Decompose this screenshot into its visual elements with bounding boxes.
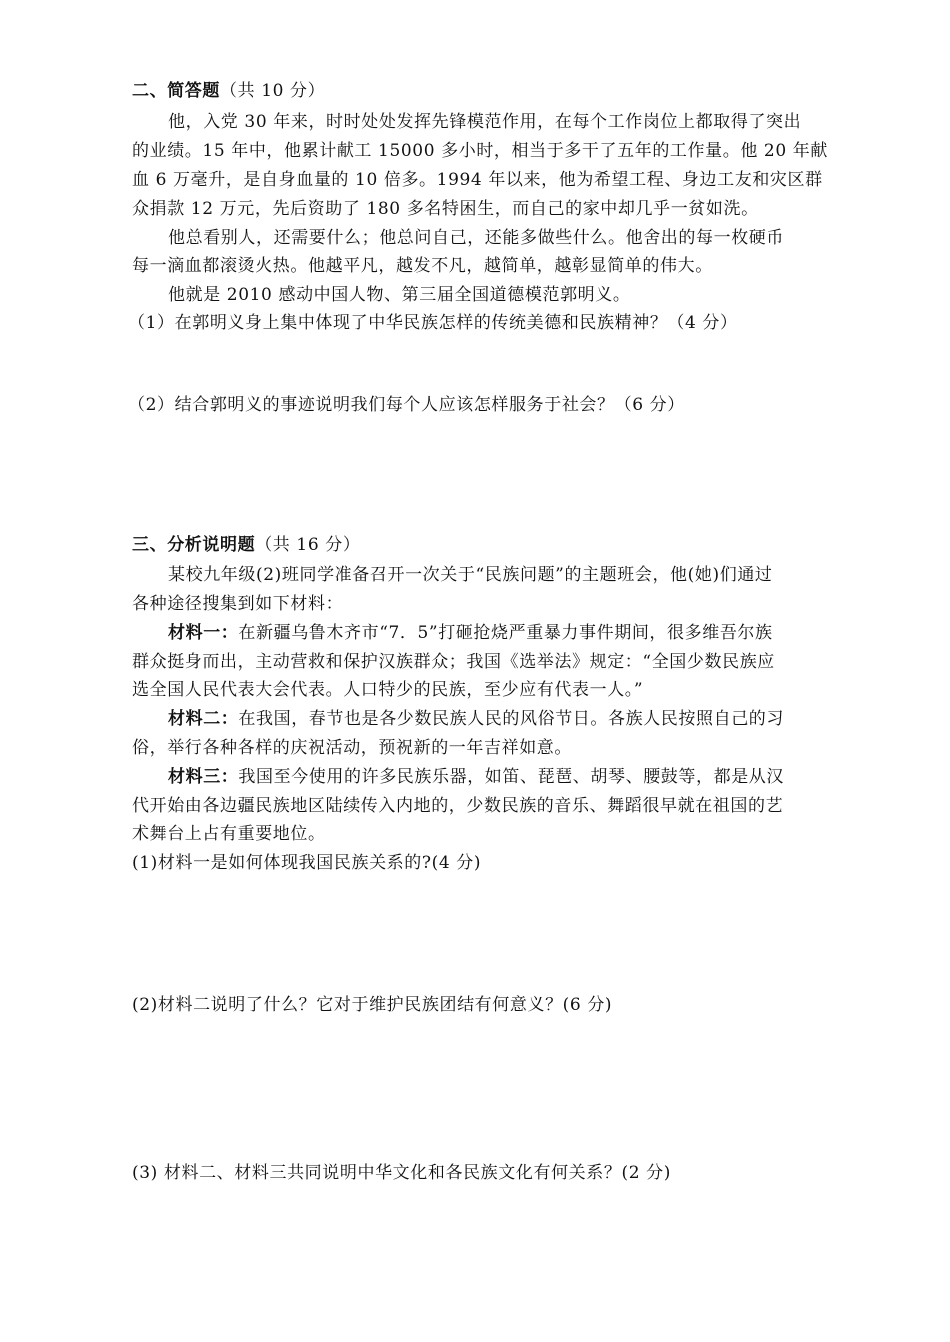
passage-line: 众捐款 12 万元，先后资助了 180 多名特困生，而自己的家中却几乎一贫如洗。 <box>132 199 759 219</box>
section2-question-1: （1）在郭明义身上集中体现了中华民族怎样的传统美德和民族精神？（4 分） <box>128 313 738 333</box>
material-1-text: 在新疆乌鲁木齐市“7．5”打砸抢烧严重暴力事件期间，很多维吾尔族 <box>238 623 773 643</box>
section2-heading <box>132 79 847 103</box>
material-1-line <box>168 621 848 645</box>
material-2-line <box>168 707 848 731</box>
section2-question-2: （2）结合郭明义的事迹说明我们每个人应该怎样服务于社会？（6 分） <box>128 395 685 415</box>
passage-line: 的业绩。15 年中，他累计献工 15000 多小时，相当于多干了五年的工作量。他 20 年献 <box>132 141 828 161</box>
material-1-label: 材料一： <box>168 623 239 643</box>
intro-line: 某校九年级(2)班同学准备召开一次关于“民族问题”的主题班会，他(她)们通过 <box>168 565 773 585</box>
passage-line: 血 6 万毫升，是自身血量的 10 倍多。1994 年以来，他为希望工程、身边工友和灾区群 <box>132 170 823 190</box>
material-1-line: 群众挺身而出，主动营救和保护汉族群众；我国《选举法》规定：“全国少数民族应 <box>132 652 775 672</box>
material-2-line: 俗，举行各种各样的庆祝活动，预祝新的一年吉祥如意。 <box>132 738 572 758</box>
section3-question-2: (2)材料二说明了什么？它对于维护民族团结有何意义？(6 分) <box>132 995 613 1015</box>
section3-question-3: (3) 材料二、材料三共同说明中华文化和各民族文化有何关系？(2 分) <box>132 1163 671 1183</box>
material-3-line <box>168 765 848 789</box>
material-2-label: 材料二： <box>168 709 239 729</box>
material-3-text: 我国至今使用的许多民族乐器，如笛、琵琶、胡琴、腰鼓等，都是从汉 <box>238 767 785 787</box>
section3-title: 三、分析说明题 <box>132 535 256 555</box>
material-3-line: 术舞台上占有重要地位。 <box>132 824 326 844</box>
passage-line: 每一滴血都滚烫火热。他越平凡，越发不凡，越简单，越彰显简单的伟大。 <box>132 256 713 276</box>
material-1-line: 选全国人民代表大会代表。人口特少的民族，至少应有代表一人。” <box>132 680 644 700</box>
material-2-text: 在我国，春节也是各少数民族人民的风俗节日。各族人民按照自己的习 <box>238 709 785 729</box>
intro-line: 各种途径搜集到如下材料： <box>132 594 344 614</box>
material-3-label: 材料三： <box>168 767 239 787</box>
section3-score: （共 16 分） <box>255 535 361 555</box>
section2-score: （共 10 分） <box>220 81 326 101</box>
section3-heading <box>132 533 847 557</box>
passage-line: 他总看别人，还需要什么；他总问自己，还能多做些什么。他舍出的每一枚硬币 <box>168 228 784 248</box>
section3-question-1: (1)材料一是如何体现我国民族关系的?(4 分) <box>132 853 482 873</box>
passage-line: 他就是 2010 感动中国人物、第三届全国道德模范郭明义。 <box>168 285 631 305</box>
material-3-line: 代开始由各边疆民族地区陆续传入内地的，少数民族的音乐、舞蹈很早就在祖国的艺 <box>132 796 784 816</box>
section2-title: 二、简答题 <box>132 81 220 101</box>
passage-line: 他，入党 30 年来，时时处处发挥先锋模范作用，在每个工作岗位上都取得了突出 <box>168 112 802 132</box>
